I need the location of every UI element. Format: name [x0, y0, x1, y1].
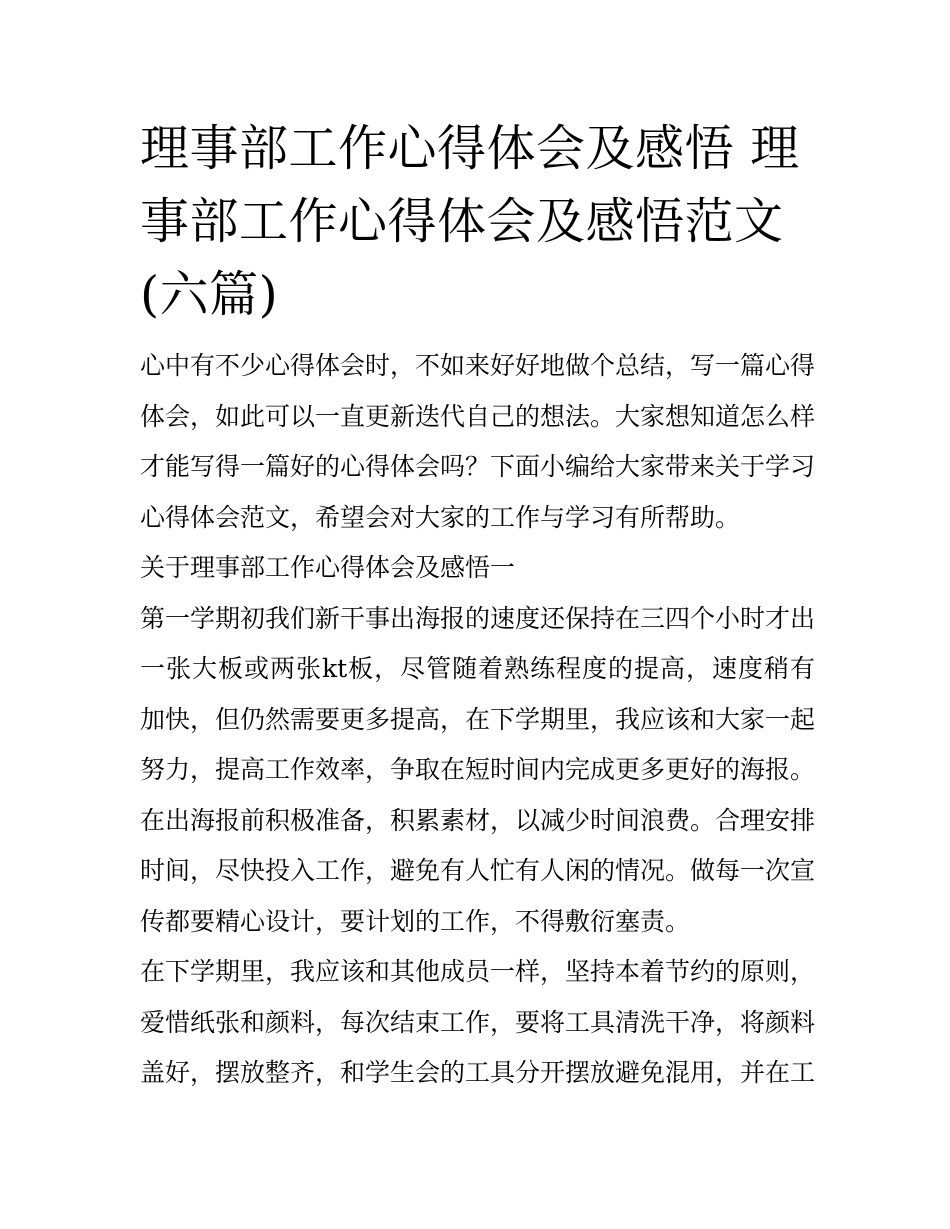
- section-heading: 关于理事部工作心得体会及感悟一: [140, 553, 516, 582]
- body-paragraph: 在下学期里，我应该和其他成员一样，坚持本着节约的原则，爱惜纸张和颜料，每次结束工作，要将工具清洗干净，将颜料盖好，摆放整齐，和学生会的工具分开摆放避免混用，并在工: [140, 957, 816, 1087]
- document-body: [140, 341, 815, 1099]
- document-title: 理事部工作心得体会及感悟 理事部工作心得体会及感悟范文(六篇): [140, 120, 800, 323]
- intro-paragraph: 心中有不少心得体会时，不如来好好地做个总结，写一篇心得体会，如此可以一直更新迭代自己的想法。大家想知道怎么样才能写得一篇好的心得体会吗？下面小编给大家带来关于学习心得体会范文，希望会对大家的工作与学习有所帮助。: [140, 351, 816, 532]
- document-content: [140, 112, 815, 1099]
- body-paragraph: 第一学期初我们新干事出海报的速度还保持在三四个小时才出一张大板或两张kt板，尽管随着熟练程度的提高，速度稍有加快，但仍然需要更多提高，在下学期里，我应该和大家一起努力，提高工作效率，争取在短时间内完成更多更好的海报。在出海报前积极准备，积累素材，以减少时间浪费。合理安排时间，尽快投入工作，避免有人忙有人闲的情况。做每一次宣传都要精心设计，要计划的工作，不得敷衍塞责。: [140, 603, 816, 936]
